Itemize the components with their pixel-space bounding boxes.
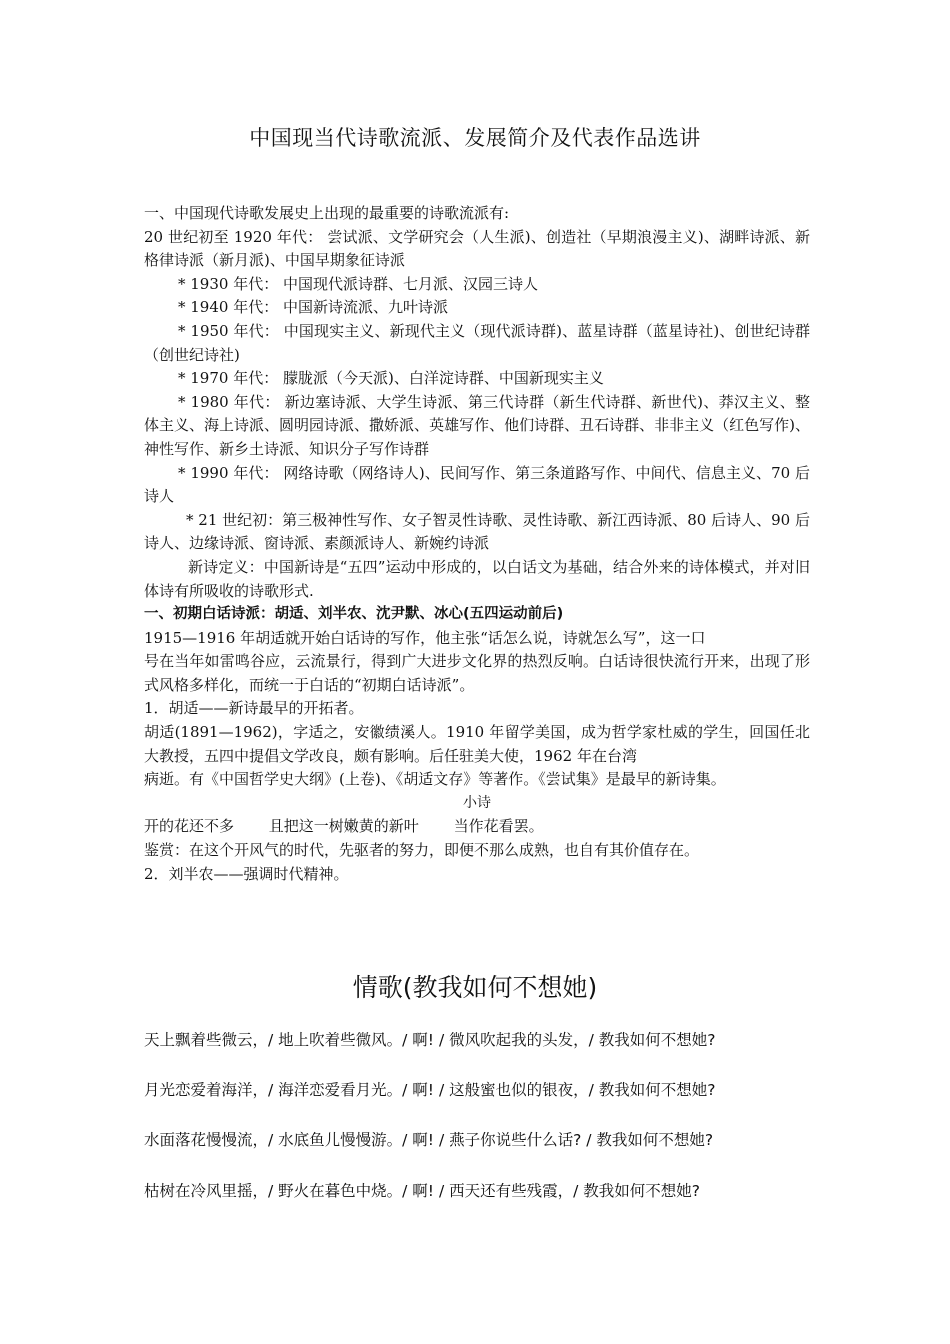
definition: 新诗定义：中国新诗是“五四”运动中形成的，以白话文为基础，结合外来的诗体模式，并对旧体诗有所吸收的诗歌形式. <box>144 557 810 600</box>
poem-line: 开的花还不多 <box>144 817 235 836</box>
verse-line: 天上飘着些微云，/ 地上吹着些微风。/ 啊! / 微风吹起我的头发，/ 教我如何不想她? <box>144 1031 716 1049</box>
paragraph: 号在当年如雷鸣谷应，云流景行，得到广大进步文化界的热烈反响。白话诗很快流行开来，出现了形式风格多样化，而统一于白话的“初期白话诗派”。 <box>144 652 810 694</box>
era-1970: * 1970 年代： 朦胧派（今天派)、白洋淀诗群、中国新现实主义 <box>178 369 604 388</box>
poem-title: 小诗 <box>463 794 491 811</box>
poem-line: 且把这一树嫩黄的新叶 <box>268 817 419 836</box>
era-1980: * 1980 年代： 新边塞诗派、大学生诗派、第三代诗群（新生代诗群、新世代)、莽汉主义、整体主义、海上诗派、圆明园诗派、撒娇派、英雄写作、他们诗群、丑石诗群、非非主义（红色写作)、神性写作、新乡土诗派、知识分子写作诗群 <box>144 392 810 458</box>
paragraph: 胡适(1891—1962)，字适之，安徽绩溪人。1910 年留学美国，成为哲学家杜威的学生，回国任北大教授，五四中提倡文学改良，颇有影响。后任驻美大使，1962 年在台湾 <box>144 723 810 765</box>
song-title: 情歌(教我如何不想她) <box>352 973 598 1002</box>
paragraph: 病逝。有《中国哲学史大纲》(上卷)、《胡适文存》等著作。《尝试集》是最早的新诗集。 <box>144 770 726 789</box>
era-1950: * 1950 年代： 中国现实主义、新现代主义（现代派诗群)、蓝星诗群（蓝星诗社)、创世纪诗群（创世纪诗社) <box>144 321 810 364</box>
subheading-hushi: 1．胡适——新诗最早的开拓者。 <box>144 699 364 718</box>
verse-line: 枯树在冷风里摇，/ 野火在暮色中烧。/ 啊! / 西天还有些残霞，/ 教我如何不想她? <box>144 1182 700 1200</box>
era-21c: * 21 世纪初：第三极神性写作、女子智灵性诗歌、灵性诗歌、新江西诗派、80 后诗人、90 后诗人、边缘诗派、窗诗派、素颜派诗人、新婉约诗派 <box>144 510 810 553</box>
document-body <box>144 202 810 886</box>
subheading-liu: 2．刘半农——强调时代精神。 <box>144 864 349 883</box>
era-1920: 20 世纪初至 1920 年代： 尝试派、文学研究会（人生派)、创造社（早期浪漫主义)、湖畔诗派、新格律诗派（新月派)、中国早期象征诗派 <box>144 227 810 270</box>
era-1990: * 1990 年代： 网络诗歌（网络诗人)、民间写作、第三条道路写作、中间代、信息主义、70 后诗人 <box>144 463 810 506</box>
page-title: 中国现当代诗歌流派、发展简介及代表作品选讲 <box>249 126 701 150</box>
poem-lines <box>144 815 810 839</box>
section-heading-early: 一、初期白话诗派：胡适、刘半农、沈尹默、冰心(五四运动前后) <box>144 606 564 623</box>
appreciation: 鉴赏：在这个开风气的时代，先驱者的努力，即便不那么成熟，也自有其价值存在。 <box>144 841 700 860</box>
section-intro: 一、中国现代诗歌发展史上出现的最重要的诗歌流派有: <box>144 204 510 222</box>
verse-line: 水面落花慢慢流，/ 水底鱼儿慢慢游。/ 啊! / 燕子你说些什么话? / 教我如何不想她? <box>144 1131 714 1149</box>
poem-line: 当作花看罢。 <box>453 817 544 836</box>
era-1930: * 1930 年代： 中国现代派诗群、七月派、汉园三诗人 <box>178 274 538 293</box>
era-1940: * 1940 年代： 中国新诗流派、九叶诗派 <box>178 298 448 317</box>
paragraph: 1915—1916 年胡适就开始白话诗的写作，他主张“话怎么说，诗就怎么写”，这一口 <box>144 628 706 647</box>
verse-line: 月光恋爱着海洋，/ 海洋恋爱看月光。/ 啊! / 这般蜜也似的银夜，/ 教我如何不想她? <box>144 1081 716 1099</box>
